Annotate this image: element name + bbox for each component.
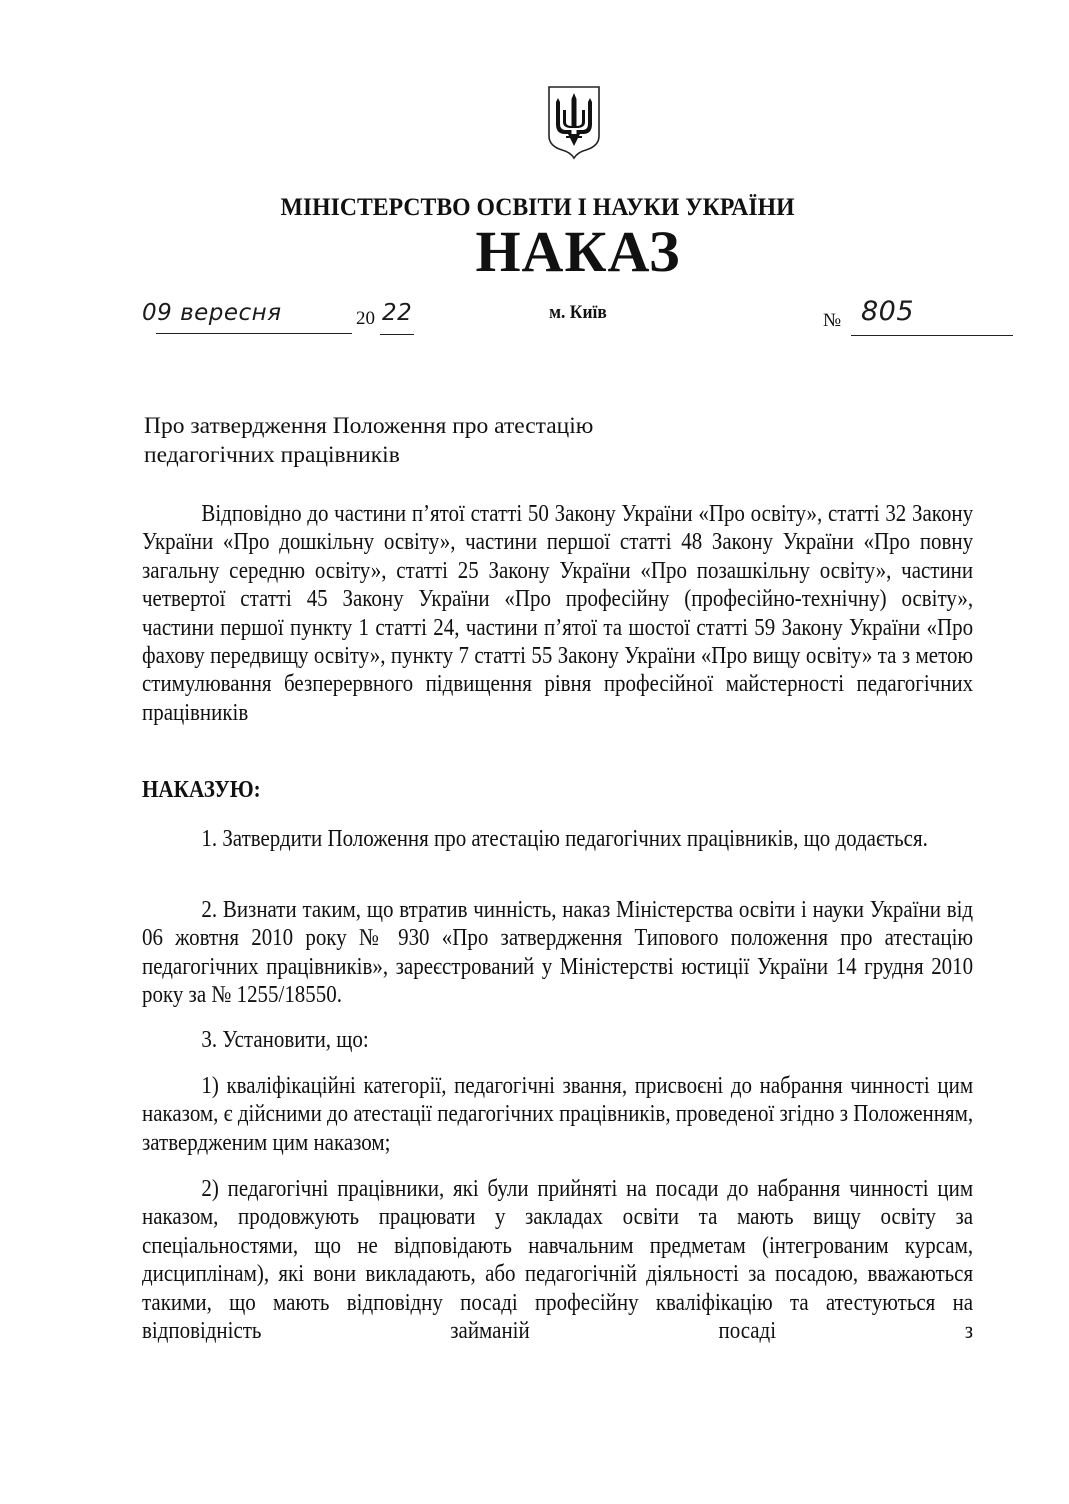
date-day-month-handwritten: 09 вересня [142,300,282,326]
coat-of-arms-icon [546,84,602,160]
number-value-handwritten: 805 [861,296,915,327]
order-item-3 [142,1026,973,1054]
city: м. Київ [549,302,607,323]
order-subitem-2-text: 2) педагогічні працівники, які були прийняті на посади до набрання чинності цим наказом, продовжують працювати у закладах освіти та мають вищу освіту за спеціальностями, що не відповідають навчальним предметам (інтегрованим курсам, дисциплінам), які вони викладають, або педагогічній діяльності за посадою, вважаються такими, що мають відповідну посаді професійну кваліфікацію та атестуються на відповідність займаній посаді з [142,1176,974,1345]
number-underline [851,335,1013,336]
preamble [142,500,973,727]
order-item-3-text: 3. Установити, що: [201,1027,369,1053]
date-year-handwritten: 22 [382,300,413,326]
order-item-2 [142,896,973,1010]
order-number [823,296,993,340]
order-item-1-text: 1. Затвердити Положення про атестацію педагогічних працівників, що додається. [201,826,928,852]
order-item-1 [142,825,973,853]
order-subject [144,412,593,470]
order-subitem-1-text: 1) кваліфікаційні категорії, педагогічні звання, присвоєні до набрання чинності цим наказом, є дійсними до атестації педагогічних працівників, проведеної згідно з Положенням, затвердженим цим наказом; [142,1073,974,1156]
number-sign: № [823,310,842,331]
subject-line-1: Про затвердження Положення про атестацію [144,413,594,439]
orders-heading: НАКАЗУЮ: [142,777,261,803]
subject-line-2: педагогічних працівників [144,442,400,468]
order-subitem-1 [142,1072,973,1157]
ministry-name: МІНІСТЕРСТВО ОСВІТИ І НАУКИ УКРАЇНИ [280,192,795,221]
date-underline [156,333,352,334]
order-subitem-2 [142,1175,973,1345]
order-item-2-text: 2. Визнати таким, що втратив чинність, наказ Міністерства освіти і науки України від 06 жовтня 2010 року № 930 «Про затвердження Типового положення про атестацію педагогічних працівників», зареєстрований у Міністерстві юстиції України 14 грудня 2010 року за № 1255/18550. [142,897,974,1009]
year-underline [380,334,414,335]
preamble-text: Відповідно до частини п’ятої статті 50 Закону України «Про освіту», статті 32 Закону України «Про дошкільну освіту», частини першої статті 48 Закону України «Про повну загальну середню освіту», статті 25 Закону України «Про позашкільну освіту», частини четвертої статті 45 Закону України «Про професійну (професійно-технічну) освіту», частини першої пункту 1 статті 24, частини п’ятої та шостої статті 59 Закону України «Про фахову передвищу освіту», пункту 7 статті 55 Закону України «Про вищу освіту» та з метою стимулювання безперервного підвищення рівня професійної майстерності педагогічних працівників [142,501,974,726]
document-type-title: НАКАЗ [475,219,681,284]
date-century: 20 [356,308,375,329]
